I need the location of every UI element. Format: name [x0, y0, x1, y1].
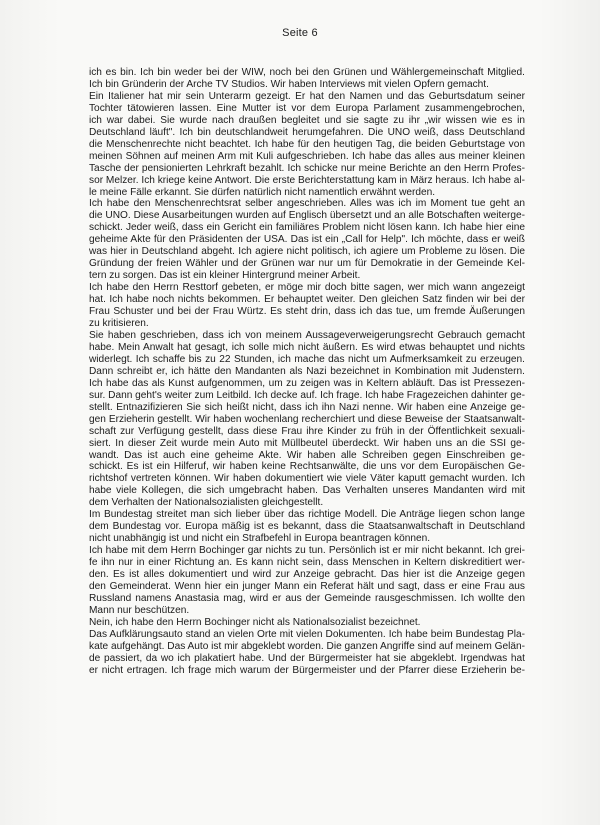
text-line: de passiert, da wo ich plakatiert habe. Und der Bürgermeister hat sie abgeklebt. Irgendwas hat [89, 652, 525, 664]
text-line: er nicht ertragen. Ich frage mich warum der Bürgermeister und der Pfarrer diese Erzieherin be- [89, 664, 525, 676]
text-line: Frau Schuster und bei der Frau Würtz. Es steht drin, dass ich das tue, um fremde Äußerungen [89, 306, 525, 318]
text-line: den. Es ist alles dokumentiert und wird zur Anzeige gebracht. Das hier ist die Anzeige gegen [89, 569, 525, 581]
text-line: habe. Mein Anwalt hat gesagt, ich solle mich nicht äußern. Es wird etwas behauptet und nichts [89, 341, 525, 353]
text-line: ich es bin. Ich bin weder bei der WIW, noch bei den Grünen und Wählergemeinschaft Mitglied. [89, 67, 525, 78]
text-line: zu kritisieren. [89, 318, 149, 330]
page-number: Seite 6 [282, 27, 318, 39]
text-line: Ein Italiener hat mir sein Unterarm gezeigt. Er hat den Namen und das Geburtsdatum seiner [89, 90, 525, 102]
text-line: nicht unabhängig ist und nicht ein Strafbefehl in Europa beantragen können. [89, 533, 431, 545]
text-line: hat. Ich habe noch nichts bekommen. Er behauptet weiter. Den gleichen Satz finden wir bei der [89, 294, 525, 306]
text-line: Mann nur beschützen. [89, 604, 190, 616]
text-line: schaft zur Verfügung gestellt, dass diese Frau ihre Kinder zu früh in der Öffentlichkeit sexuali- [89, 425, 525, 437]
text-line: Ich habe mit dem Herrn Bochinger gar nichts zu tun. Persönlich ist er mir nicht bekannt. Ich grei- [89, 545, 525, 557]
text-line: Deutschland läuft". Ich bin deutschlandweit herumgefahren. Die UNO weiß, dass Deutschland [89, 126, 525, 138]
text-line: meinen Söhnen auf meinen Arm mit Kuli aufgeschrieben. Ich habe das alles aus meiner kleinen [89, 150, 525, 162]
text-line: sur. Dann geht's weiter zum Leitbild. Ich decke auf. Ich frage. Ich habe Fragezeichen dahinter ge- [89, 389, 525, 401]
text-line: geheime Akte für den Präsidenten der USA. Das ist ein „Call for Help". Ich möchte, dass er weiß [89, 234, 525, 246]
text-line: Ich habe den Herrn Resttorf gebeten, er möge mir doch bitte sagen, wer mich wann angezeigt [89, 282, 525, 294]
document-body [89, 67, 525, 677]
text-line: Tasche der pensionierten Lehrkraft bezahlt. Ich schicke nur meine Berichte an den Herrn Profes- [89, 162, 525, 174]
text-line: Im Bundestag streitet man sich lieber über das richtige Modell. Die Anträge liegen schon lange [89, 509, 525, 521]
text-line: den Gemeinderat. Wenn hier ein junger Mann ein Referat hält und sagt, dass er eine Frau aus [89, 580, 525, 592]
text-line: dem Bundestag vor. Europa mäßig ist es bekannt, dass die Staatsanwaltschaft in Deutschland [89, 521, 525, 533]
text-line: Ich habe den Menschenrechtsrat selber angeschrieben. Alles was ich im Moment tue geht an [89, 198, 525, 210]
text-line: richtshof vertreten können. Wir haben dokumentiert wie viele Väter kaputt gemacht wurden. Ich [89, 473, 525, 485]
text-line: stellt. Entnazifizieren Sie sich heißt nicht, dass ich ihn Nazi nenne. Wir haben eine Anzeige ge- [89, 401, 525, 413]
text-line: die Menschenrechte nicht beachtet. Ich habe für den heutigen Tag, die beiden Geburtstage von [89, 138, 525, 150]
text-line: Dann schreibt er, ich hätte den Mandanten als Nazi bezeichnet in Kombination mit Judenstern. [89, 365, 525, 377]
text-line: Tochter tätowieren lassen. Eine Mutter ist vor dem Europa Parlament zusammengebrochen, [89, 102, 525, 114]
text-line: gen Erzieherin gestellt. Wir haben wochenlang recherchiert und diese Beweise der Staatsanwalt- [89, 413, 525, 425]
text-line: siert. In dieser Zeit wurde mein Auto mit Müllbeutel überdeckt. Wir haben uns an die SSI ge- [89, 437, 525, 449]
text-line: fe ihn nur in einer Richtung an. Es kann nicht sein, dass Menschen in Keltern diskreditiert wer- [89, 557, 525, 569]
text-line: le meine Fälle erkannt. Sie dürfen natürlich nicht namentlich erwähnt werden. [89, 186, 436, 198]
text-line: die UNO. Diese Ausarbeitungen wurden auf Englisch übersetzt und an alle Botschaften weitergе- [89, 210, 525, 222]
text-line: kate aufgehängt. Das Auto ist mir abgeklebt worden. Die ganzen Angriffe sind auf meinem Gelän- [89, 640, 526, 652]
text-line: Sie haben geschrieben, dass ich von meinem Aussageverweigerungsrecht Gebrauch gemacht [89, 329, 525, 341]
text-line: Ich habe das als Kunst aufgenommen, um zu zeigen was in Keltern abläuft. Das ist Pressezen- [89, 377, 525, 389]
text-line: schickt. Jeder weiß, dass ein Gericht ein familiäres Problem nicht lösen kann. Ich habe hier eine [89, 222, 525, 234]
text-line: sor Melzer. Ich kriege keine Antwort. Die erste Berichterstattung kam in März heraus. Ich habe al- [89, 174, 525, 186]
text-line: was hier in Deutschland abgeht. Ich agiere nicht politisch, ich agiere um Probleme zu lösen. Die [89, 246, 525, 258]
text-line: wandt. Das ist auch eine geheime Akte. Wir haben alle Schreiben gegen Einschreiben ge- [89, 449, 525, 461]
text-line: schickt. Es ist ein Hilferuf, wir haben keine Rechtsanwälte, die uns vor dem Europäischen Ge- [89, 461, 525, 473]
text-line: ich war dabei. Sie wurde nach draußen begleitet und sie sagte zu ihr „wir wissen wie es in [89, 114, 525, 126]
text-line: Das Aufklärungsauto stand an vielen Orte mit vielen Dokumenten. Ich habe beim Bundestag Pla- [89, 628, 525, 640]
text-line: Russland namens Anastasia mag, wird er aus der Gemeinde rausgeschmissen. Ich wollte den [89, 592, 525, 604]
text-line: Ich bin Gründerin der Arche TV Studios. Wir haben Interviews mit vielen Opfern gemacht. [89, 78, 489, 90]
text-line: Gründung der freien Wähler und der Grünen war nur um für Demokratie in der Gemeinde Kel- [89, 258, 525, 270]
text-line: tern zu sorgen. Das ist ein kleiner Hintergrund meiner Arbeit. [89, 270, 361, 282]
text-line: Nein, ich habe den Herrn Bochinger nicht als Nationalsozialist bezeichnet. [89, 616, 421, 628]
text-line: widerlegt. Ich schaffe bis zu 22 Stunden, ich mache das nicht um Aufmerksamkeit zu erzeugen. [89, 353, 525, 365]
text-line: dem Verhalten der Nationalsozialisten gleichgestellt. [89, 497, 324, 509]
text-line: habe viele Kollegen, die sich umgebracht haben. Das Verhalten unseres Mandanten wird mit [89, 485, 525, 497]
